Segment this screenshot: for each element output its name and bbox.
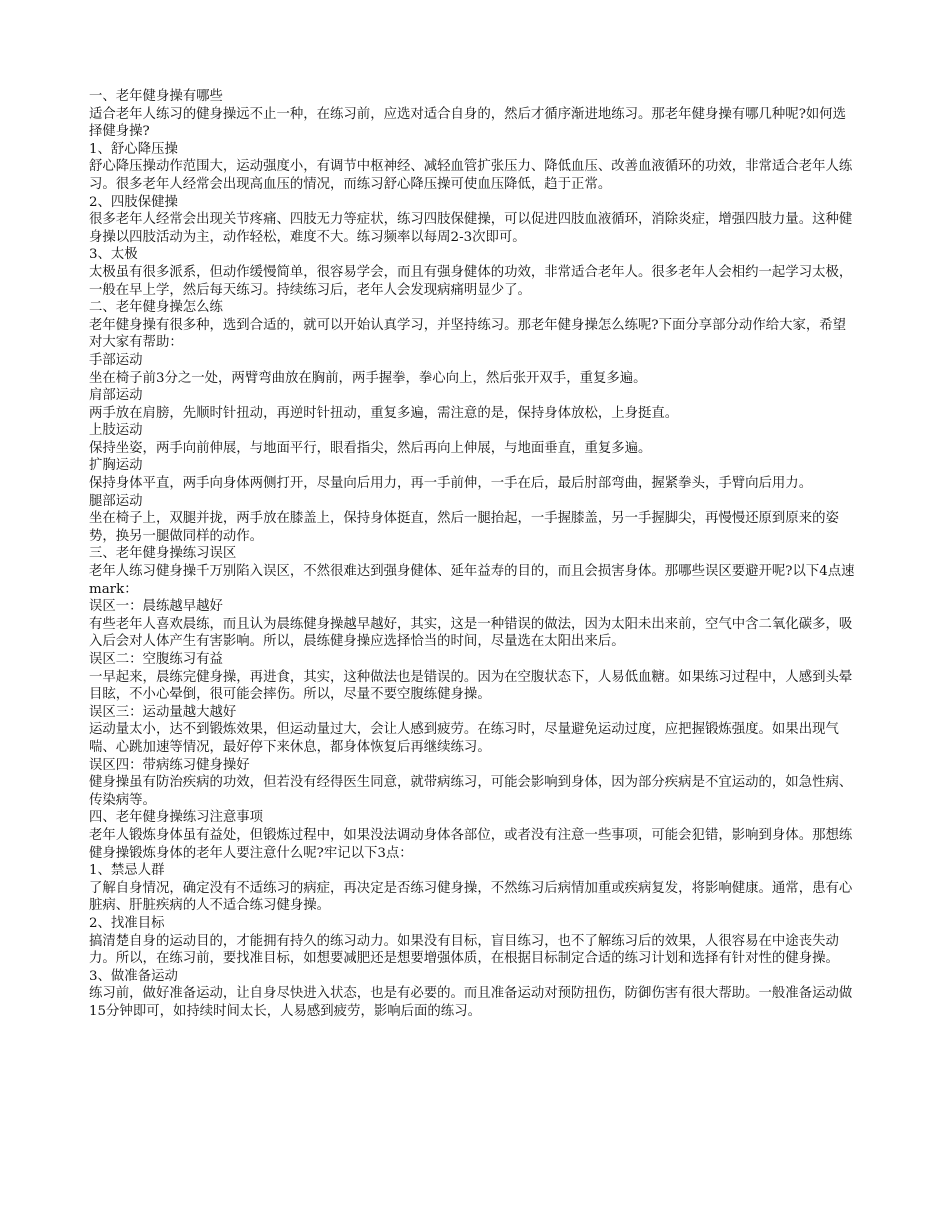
paragraph-intro-2: 老年健身操有很多种，选到合适的，就可以开始认真学习，并坚持练习。那老年健身操怎么练呢?下面分享部分动作给大家，希望对大家有帮助： [89, 317, 847, 351]
paragraph-shoulder: 两手放在肩膀，先顺时针扭动，再逆时针扭动，重复多遍，需注意的是，保持身体放松，上身挺直。 [89, 405, 679, 421]
subheading-upper-limb: 上肢运动 [89, 423, 143, 439]
subheading-chest: 扩胸运动 [89, 458, 143, 474]
paragraph-mistake-3: 运动量太小，达不到锻炼效果，但运动量过大，会让人感到疲劳。在练习时，尽量避免运动过度，应把握锻炼强度。如果出现气喘、心跳加速等情况，最好停下来休息，都身体恢复后再继续练习。 [89, 722, 839, 755]
document-body [89, 88, 855, 1020]
subheading-mistake-3: 误区三：运动量越大越好 [89, 704, 237, 720]
paragraph-taiji: 太极虽有很多派系，但动作缓慢简单，很容易学会，而且有强身健体的功效，非常适合老年人。很多老年人会相约一起学习太极，一般在早上学，然后每天练习。持续练习后，老年人会发现病痛明显少了。 [89, 264, 853, 298]
subheading-limb-exercise: 2、四肢保健操 [89, 194, 178, 210]
subheading-hand: 手部运动 [89, 352, 143, 368]
paragraph-warmup: 练习前，做好准备运动，让自身尽快进入状态，也是有必要的。而且准备运动对预防扭伤，防御伤害有很大帮助。一般准备运动做15分钟即可，如持续时间太长，人易感到疲劳，影响后面的练习。 [89, 986, 853, 1019]
section-heading-2: 二、老年健身操怎么练 [89, 300, 223, 316]
paragraph-mistake-1: 有些老年人喜欢晨练，而且认为晨练健身操越早越好，其实，这是一种错误的做法，因为太阳未出来前，空气中含二氧化碳多，吸入后会对人体产生有害影响。所以，晨练健身操应选择恰当的时间，尽量选在太阳出来后。 [89, 616, 853, 650]
paragraph-intro-4: 老年人锻炼身体虽有益处，但锻炼过程中，如果没法调动身体各部位，或者没有注意一些事项，可能会犯错，影响到身体。那想练健身操锻炼身体的老年人要注意什么呢?牢记以下3点： [89, 827, 853, 861]
paragraph-mistake-4: 健身操虽有防治疾病的功效，但若没有经得医生同意，就带病练习，可能会影响到身体，因为部分疾病是不宜运动的，如急性病、传染病等。 [89, 775, 853, 808]
subheading-mistake-4: 误区四：带病练习健身操好 [89, 757, 250, 773]
section-heading-4: 四、老年健身操练习注意事项 [89, 810, 264, 826]
subheading-mistake-2: 误区二：空腹练习有益 [89, 652, 223, 667]
subheading-leg: 腿部运动 [89, 493, 143, 509]
section-heading-3: 三、老年健身操练习误区 [89, 546, 237, 562]
paragraph-limb-exercise: 很多老年人经常会出现关节疼痛、四肢无力等症状，练习四肢保健操，可以促进四肢血液循环，消除炎症，增强四肢力量。这种健身操以四肢活动为主，动作轻松，难度不大。练习频率以每周2-3次即可。 [89, 212, 853, 245]
paragraph-intro-1: 适合老年人练习的健身操远不止一种，在练习前，应选对适合自身的，然后才循序渐进地练习。那老年健身操有哪几种呢?如何选择健身操? [89, 106, 847, 140]
subheading-mistake-1: 误区一：晨练越早越好 [89, 599, 223, 615]
paragraph-relax-exercise: 舒心降压操动作范围大，运动强度小，有调节中枢神经、减轻血管扩张压力、降低血压、改善血液循环的功效，非常适合老年人练习。很多老年人经常会出现高血压的情况，而练习舒心降压操可使血压降低，趋于正常。 [89, 159, 853, 192]
paragraph-mistake-2: 一早起来，晨练完健身操，再进食，其实，这种做法也是错误的。因为在空腹状态下，人易低血糖。如果练习过程中，人感到头晕目眩，不小心晕倒，很可能会摔伤。所以，尽量不要空腹练健身操。 [89, 669, 853, 703]
subheading-relax-exercise: 1、舒心降压操 [89, 141, 178, 157]
subheading-taboo-group: 1、禁忌人群 [89, 863, 165, 879]
section-heading-1: 一、老年健身操有哪些 [89, 89, 223, 104]
subheading-target: 2、找准目标 [89, 915, 165, 931]
paragraph-taboo-group: 了解自身情况，确定没有不适练习的病症，再决定是否练习健身操，不然练习后病情加重或疾病复发，将影响健康。通常，患有心脏病、肝脏疾病的人不适合练习健身操。 [89, 880, 853, 914]
paragraph-hand: 坐在椅子前3分之一处，两臂弯曲放在胸前，两手握拳，拳心向上，然后张开双手，重复多遍。 [89, 370, 647, 386]
paragraph-intro-3: 老年人练习健身操千万别陷入误区，不然很难达到强身健体、延年益寿的目的，而且会损害身体。那哪些误区要避开呢?以下4点速mark： [89, 564, 855, 597]
paragraph-upper-limb: 保持坐姿，两手向前伸展，与地面平行，眼看指尖，然后再向上伸展，与地面垂直，重复多遍。 [89, 440, 652, 456]
paragraph-target: 搞清楚自身的运动目的，才能拥有持久的练习动力。如果没有目标，盲目练习，也不了解练习后的效果，人很容易在中途丧失动力。所以，在练习前，要找准目标，如想要减肥还是想要增强体质，在根据目标制定合适的练习计划和选择有针对性的健身操。 [89, 933, 839, 967]
subheading-warmup: 3、做准备运动 [89, 968, 178, 984]
subheading-taiji: 3、太极 [89, 247, 138, 263]
paragraph-chest: 保持身体平直，两手向身体两侧打开，尽量向后用力，再一手前伸，一手在后，最后肘部弯曲，握紧拳头，手臂向后用力。 [89, 476, 813, 492]
subheading-shoulder: 肩部运动 [89, 388, 143, 404]
paragraph-leg: 坐在椅子上，双腿并拢，两手放在膝盖上，保持身体挺直，然后一腿抬起，一手握膝盖，另一手握脚尖，再慢慢还原到原来的姿势，换另一腿做同样的动作。 [89, 511, 839, 544]
